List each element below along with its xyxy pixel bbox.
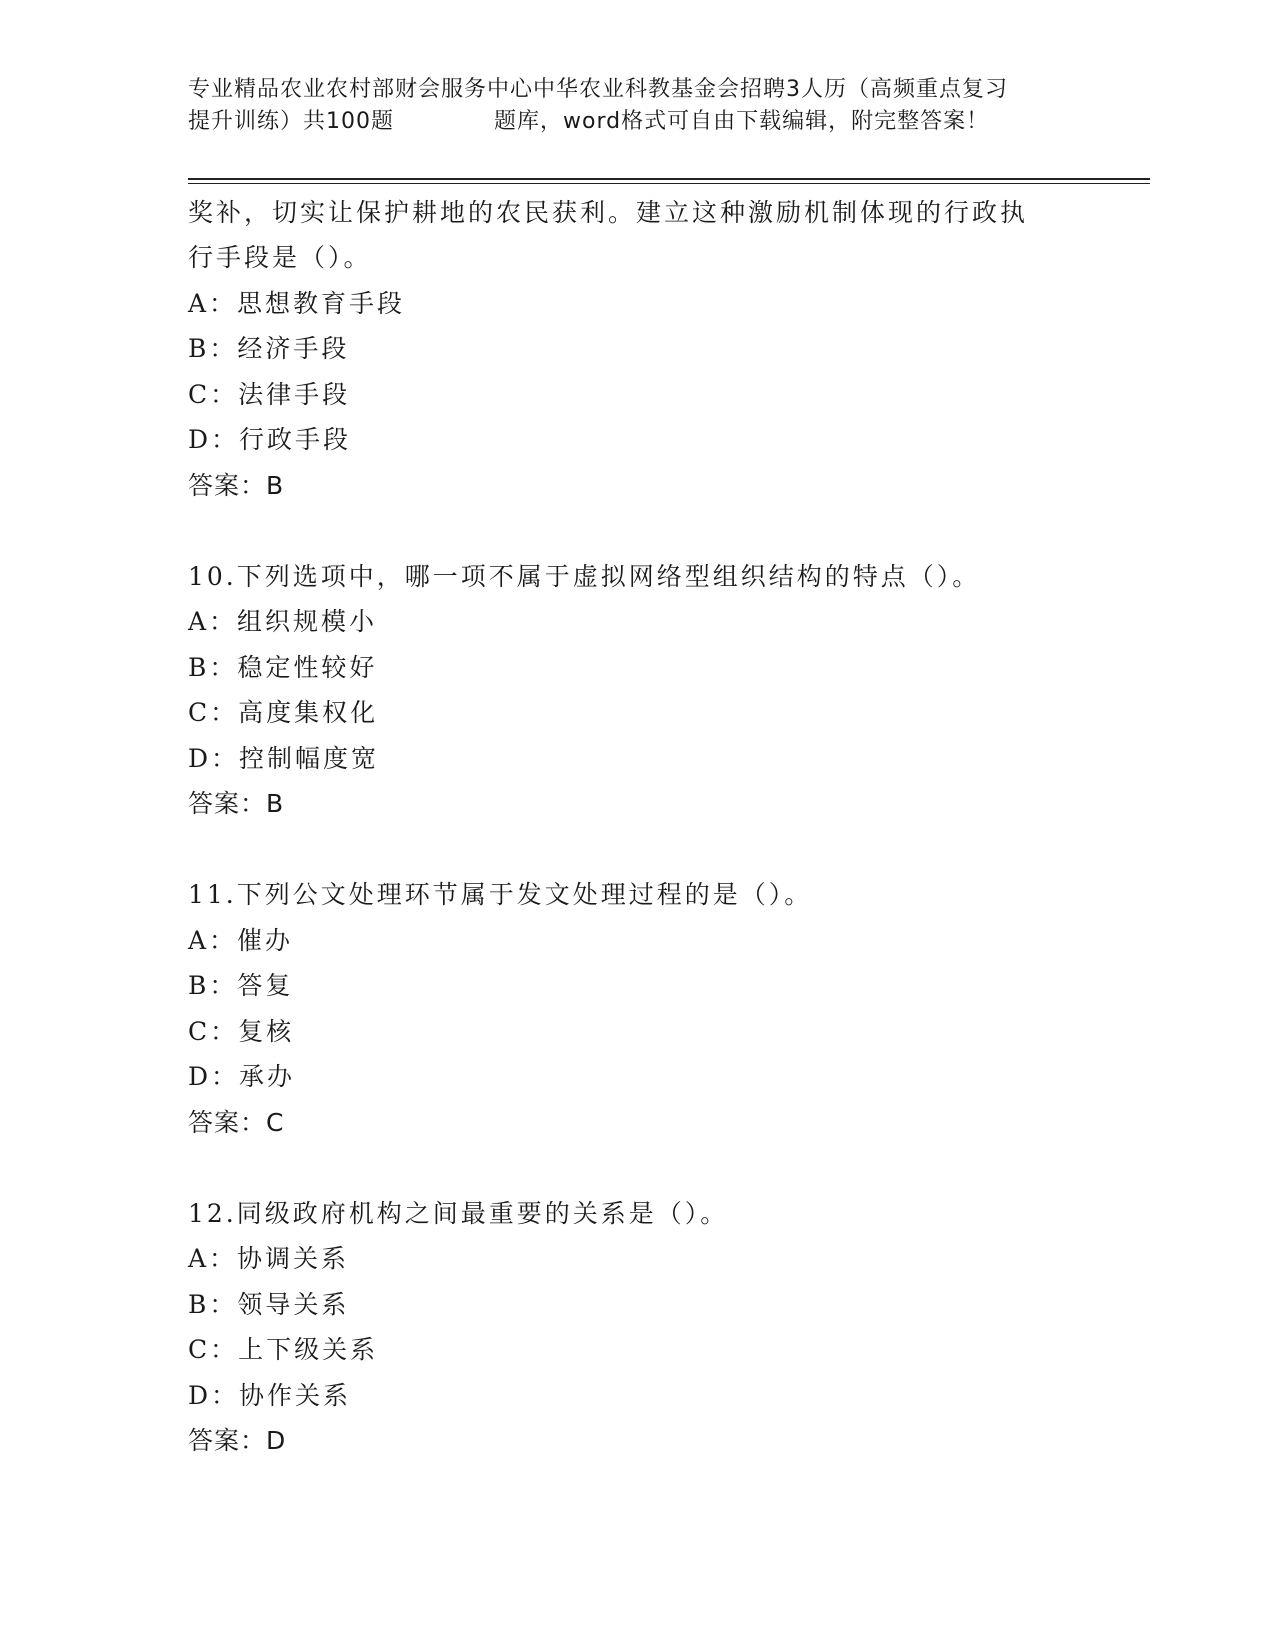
option-a: A：思想教育手段 (188, 288, 406, 318)
question-12 (188, 1191, 1088, 1464)
question-stem: 10.下列选项中，哪一项不属于虚拟网络型组织结构的特点（）。 (188, 561, 981, 591)
answer: 答案：B (188, 470, 285, 500)
header-divider-thick (188, 178, 1150, 180)
option-a: A：催办 (188, 925, 294, 955)
header-divider-thin (188, 183, 1150, 184)
option-d: D：行政手段 (188, 425, 352, 454)
question-stem: 12.同级政府机构之间最重要的关系是（）。 (188, 1198, 729, 1228)
option-d: D：控制幅度宽 (188, 743, 380, 773)
question-10 (188, 554, 1088, 827)
option-b: B：领导关系 (188, 1289, 350, 1319)
header-line-2-part-b: 题库，word格式可自由下载编辑，附完整答案！ (494, 109, 990, 134)
answer: 答案：C (188, 1107, 285, 1137)
answer: 答案：D (188, 1426, 287, 1455)
question-stem: 11.下列公文处理环节属于发文处理过程的是（）。 (188, 880, 813, 909)
option-d: D：协作关系 (188, 1380, 352, 1410)
option-c: C：复核 (188, 1016, 295, 1046)
question-stem-continued: 行手段是（）。 (188, 243, 372, 272)
option-a: A：协调关系 (188, 1244, 350, 1273)
question-list (188, 190, 1088, 1464)
option-b: B：经济手段 (188, 334, 350, 363)
option-c: C：法律手段 (188, 379, 351, 409)
question-9 (188, 190, 1088, 508)
option-c: C：上下级关系 (188, 1335, 379, 1364)
option-d: D：承办 (188, 1062, 296, 1091)
question-11 (188, 872, 1088, 1145)
header-line-2 (188, 106, 1088, 138)
question-stem: 奖补，切实让保护耕地的农民获利。建立这种激励机制体现的行政执 (188, 198, 1029, 227)
option-a: A：组织规模小 (188, 607, 378, 636)
option-b: B：答复 (188, 971, 294, 1000)
document-header (188, 74, 1088, 138)
option-c: C：高度集权化 (188, 698, 379, 727)
header-line-1: 专业精品农业农村部财会服务中心中华农业科教基金会招聘3人历（高频重点复习 (188, 77, 1008, 102)
answer: 答案：B (188, 789, 285, 818)
header-line-2-part-a: 提升训练）共100题 (188, 109, 394, 134)
option-b: B：稳定性较好 (188, 652, 378, 682)
